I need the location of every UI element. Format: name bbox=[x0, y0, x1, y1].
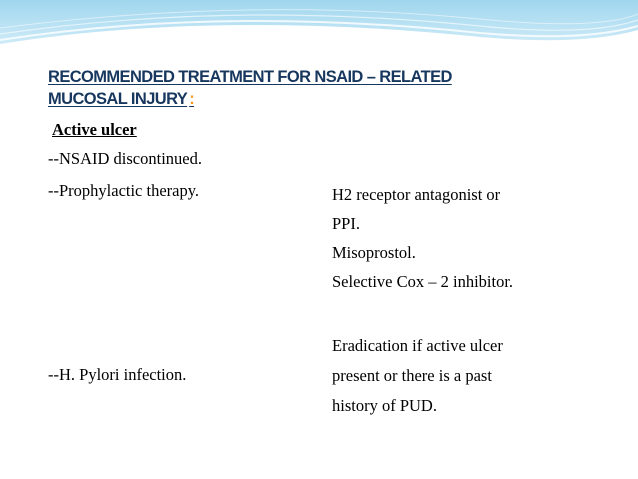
right-item-line: Eradication if active ulcer bbox=[332, 336, 503, 355]
slide-title-line-2 bbox=[48, 90, 194, 109]
right-item-line: PPI. bbox=[332, 214, 360, 233]
right-item-line: Selective Cox – 2 inhibitor. bbox=[332, 272, 514, 291]
section-heading: Active ulcer bbox=[52, 120, 137, 139]
slide-title-line-2-text: MUCOSAL INJURY bbox=[48, 90, 188, 108]
right-item-line: present or there is a past bbox=[332, 366, 492, 385]
header-wave-banner bbox=[0, 0, 638, 60]
slide-title-line-1: RECOMMENDED TREATMENT FOR NSAID – RELATED bbox=[48, 68, 452, 86]
left-item-nsaid-discontinued: --NSAID discontinued. bbox=[48, 149, 202, 168]
right-item-line: history of PUD. bbox=[332, 396, 437, 415]
right-item-line: Misoprostol. bbox=[332, 243, 416, 262]
slide-title-colon: : bbox=[189, 90, 195, 108]
left-item-h-pylori-infection: --H. Pylori infection. bbox=[48, 365, 187, 384]
left-item-prophylactic-therapy: --Prophylactic therapy. bbox=[48, 181, 200, 200]
right-item-line: H2 receptor antagonist or bbox=[332, 185, 501, 204]
